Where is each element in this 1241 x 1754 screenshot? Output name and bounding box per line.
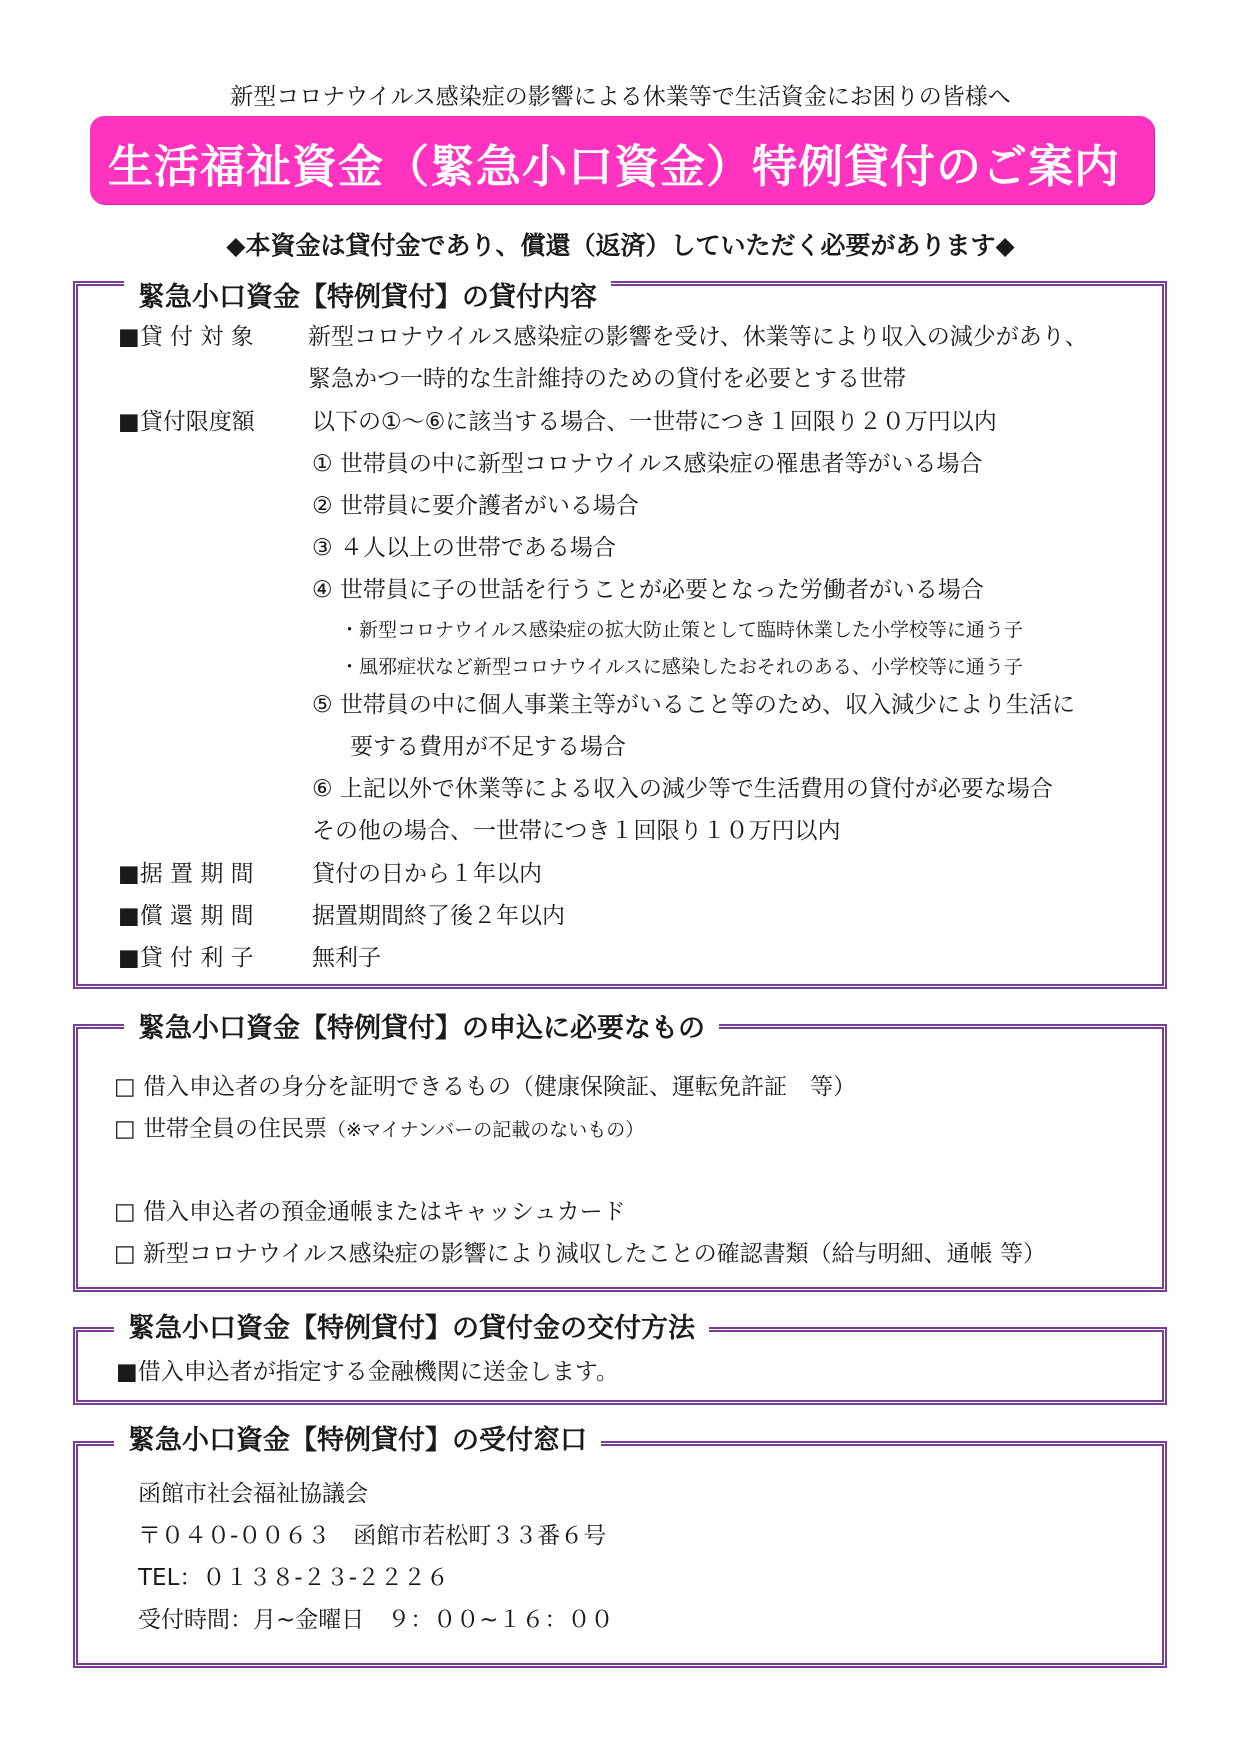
target-label: ■貸 付 対 象 [118, 324, 254, 350]
section-requirements-title: 緊急小口資金【特例貸付】の申込に必要なもの [124, 1012, 719, 1046]
repayment-label: ■償 還 期 間 [118, 903, 254, 929]
condition-5-line-1: ⑤ 世帯員の中に個人事業主等がいること等のため、収入減少により生活に [312, 692, 1076, 718]
requirement-item-2-note: （※マイナンバーの記載のないもの） [327, 1119, 645, 1141]
condition-1: ① 世帯員の中に新型コロナウイルス感染症の罹患者等がいる場合 [312, 451, 983, 477]
condition-6: ⑥ 上記以外で休業等による収入の減少等で生活費用の貸付が必要な場合 [312, 776, 1053, 802]
page-title: 生活福祉資金（緊急小口資金）特例貸付のご案内 [108, 140, 1121, 193]
section-payment-method-title: 緊急小口資金【特例貸付】の貸付金の交付方法 [114, 1312, 709, 1346]
target-line-1: 新型コロナウイルス感染症の影響を受け、休業等により収入の減少があり、 [308, 324, 1088, 350]
interest-label: ■貸 付 利 子 [118, 945, 254, 971]
sub-condition-2: ・風邪症状など新型コロナウイルスに感染したおそれのある、小学校等に通う子 [340, 656, 1023, 678]
section-reception-title: 緊急小口資金【特例貸付】の受付窓口 [114, 1424, 601, 1458]
requirement-item-4: □ 新型コロナウイルス感染症の影響により減収したことの確認書類（給与明細、通帳 等） [114, 1241, 1046, 1267]
reception-tel: TEL：０１３８-２３-２２２６ [138, 1565, 449, 1591]
target-line-2: 緊急かつ一時的な生計維持のための貸付を必要とする世帯 [308, 366, 906, 392]
section-loan-details-title: 緊急小口資金【特例貸付】の貸付内容 [124, 281, 611, 315]
deferment-value: 貸付の日から１年以内 [312, 861, 542, 887]
condition-4: ④ 世帯員に子の世話を行うことが必要となった労働者がいる場合 [312, 577, 984, 603]
requirement-item-2 [114, 1114, 644, 1145]
requirement-item-3: □ 借入申込者の預金通帳またはキャッシュカード [114, 1199, 626, 1225]
limit-label: ■貸付限度額 [118, 409, 255, 435]
condition-2: ② 世帯員に要介護者がいる場合 [312, 493, 639, 519]
deferment-label: ■据 置 期 間 [118, 861, 254, 887]
reception-address: 〒０４０-００６３ 函館市若松町３３番６号 [138, 1523, 607, 1549]
sub-condition-1: ・新型コロナウイルス感染症の拡大防止策として臨時休業した小学校等に通う子 [340, 619, 1023, 641]
page-subtitle: 新型コロナウイルス感染症の影響による休業等で生活資金にお困りの皆様へ [230, 84, 1011, 110]
condition-5-line-2: 要する費用が不足する場合 [350, 734, 626, 760]
interest-value: 無利子 [312, 945, 381, 971]
reception-hours: 受付時間：月~金曜日 ９：００~１６：００ [138, 1607, 614, 1633]
requirement-item-1: □ 借入申込者の身分を証明できるもの（健康保険証、運転免許証 等） [114, 1074, 857, 1100]
reception-organization: 函館市社会福祉協議会 [138, 1481, 368, 1507]
title-banner [90, 116, 1154, 204]
other-case: その他の場合、一世帯につき１回限り１０万円以内 [312, 818, 841, 844]
requirement-item-2-text: □ 世帯全員の住民票 [114, 1116, 328, 1142]
condition-3: ③ ４人以上の世帯である場合 [312, 535, 616, 561]
repayment-value: 据置期間終了後２年以内 [312, 903, 565, 929]
limit-intro: 以下の①～⑥に該当する場合、一世帯につき１回限り２０万円以内 [312, 409, 997, 435]
payment-method-text: ■借入申込者が指定する金融機関に送金します。 [116, 1359, 619, 1385]
repayment-notice: ◆本資金は貸付金であり、償還（返済）していただく必要があります◆ [226, 231, 1015, 260]
